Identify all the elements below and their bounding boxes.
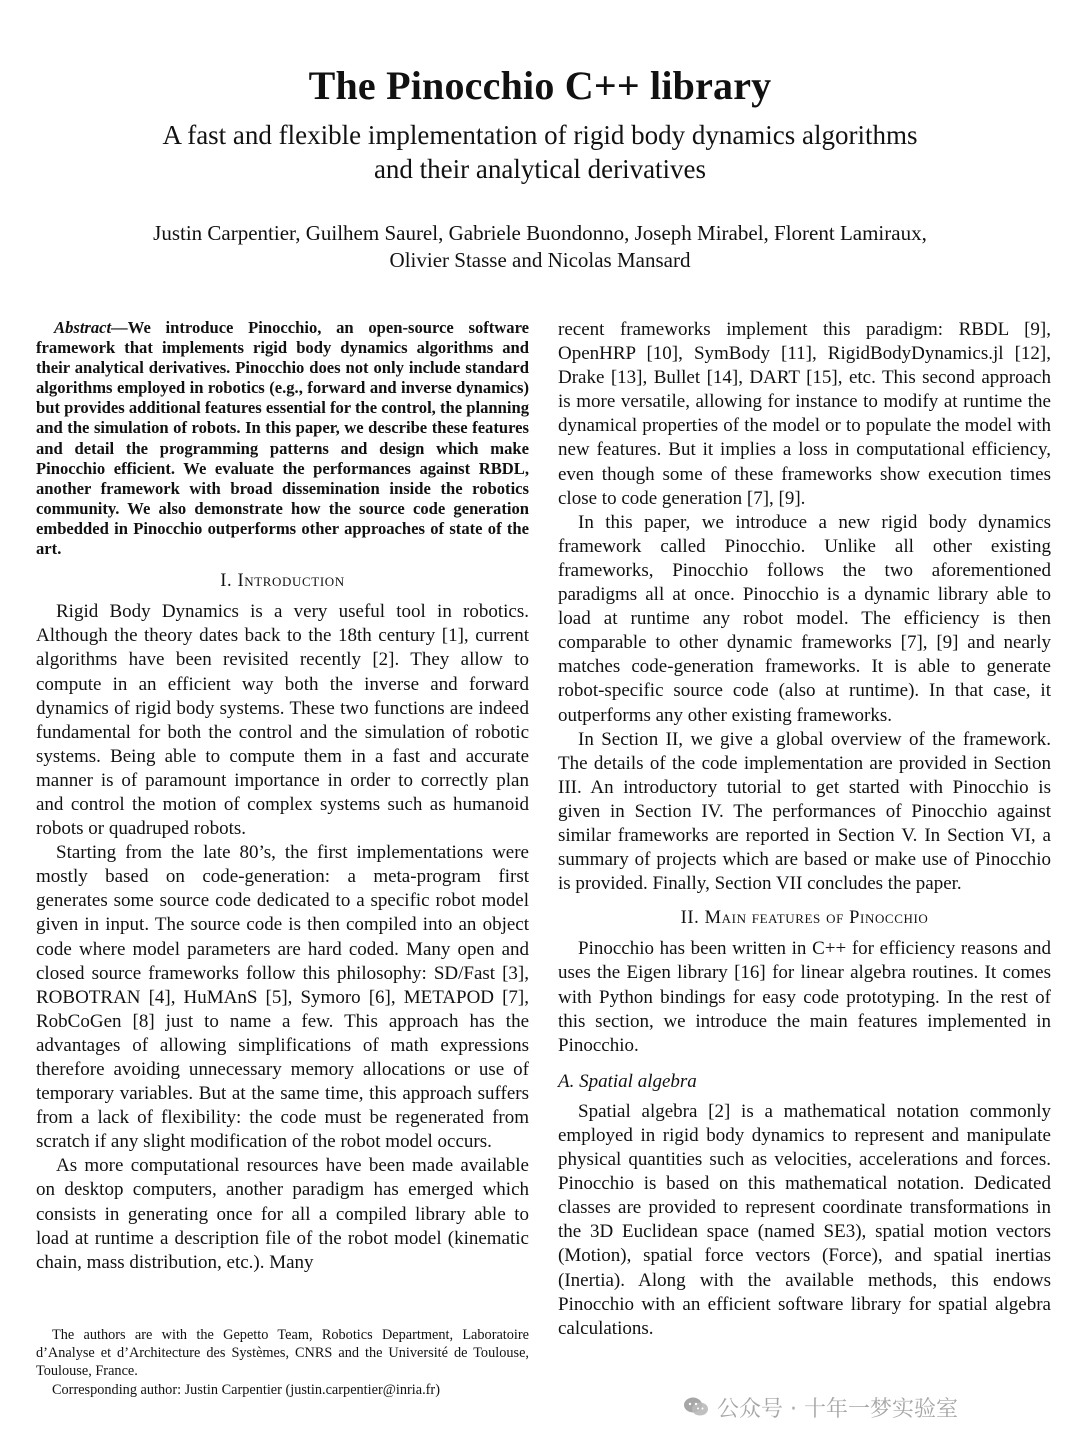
intro-paragraph-3-continued: recent frameworks implement this paradigm: RBDL [9], OpenHRP [10], SymBody [11], RigidBodyDynamics.jl [12], Drake [13], Bullet [14], DART [15], etc. This second approach is more versatile, allowing for instance to modify at runtime the dynamical properties of the model or to populate the model with new features. But it implies a loss in computational efficiency, even though some of these frameworks show execution times close to code generation [7], [9]. [558, 319, 1051, 509]
footnote-affiliation: The authors are with the Gepetto Team, Robotics Department, Laboratoire d’Analyse et d’Architecture des Systèmes, CNRS and the Université de Toulouse, Toulouse, France. [36, 1327, 529, 1380]
authors-line-2: Olivier Stasse and Nicolas Mansard [389, 248, 691, 272]
paper-subtitle [0, 118, 1080, 186]
wechat-icon [683, 1396, 709, 1418]
features-paragraph-1: Pinocchio has been written in C++ for efficiency reasons and uses the Eigen library [16] for linear algebra routines. It comes with Python bindings for easy code prototyping. In the rest of this section, we introduce the main features implemented in Pinocchio. [558, 938, 1051, 1056]
subtitle-line-2: and their analytical derivatives [373, 154, 707, 184]
left-column [36, 318, 529, 1275]
abstract-text: We introduce Pinocchio, an open-source software framework that implements rigid body dynamics algorithms and their analytical derivatives. Pinocchio does not only include standard algorithms employed in robotics (e.g., forward and inverse dynamics) but provides additional features essential for the control, the planning and the simulation of robots. In this paper, we describe these features and detail the programming patterns and design which make Pinocchio efficient. We evaluate the performances against RBDL, another framework with broad dissemination inside the robotics community. We also demonstrate how the source code generation embedded in Pinocchio outperforms other approaches of state of the art. [36, 318, 529, 559]
subtitle-line-1: A fast and flexible implementation of rigid body dynamics algorithms [162, 120, 918, 150]
section-heading-introduction: I. Introduction [220, 571, 345, 592]
intro-paragraph-5: In Section II, we give a global overview of the framework. The details of the code implementation are provided in Section III. An introductory tutorial to get started with Pinocchio is given in Section IV. The performances of Pinocchio against similar frameworks are reported in Section V. In Section VI, a summary of projects which are based or make use of Pinocchio is provided. Finally, Section VII concludes the paper. [558, 728, 1051, 895]
right-column [558, 318, 1051, 1341]
author-list [0, 220, 1080, 274]
spatial-algebra-paragraph: Spatial algebra [2] is a mathematical notation commonly employed in rigid body dynamics to represent and manipulate physical quantities such as velocities, accelerations and forces. Pinocchio is based on this mathematical notation. Dedicated classes are provided to represent coordinate transformations in the 3D Euclidean space (named SE3), spatial motion vectors (Motion), spatial force vectors (Force), and spatial inertias (Inertia). Along with the available methods, this endows Pinocchio with an efficient software library for spatial algebra calculations. [558, 1100, 1051, 1339]
subsection-heading-spatial-algebra: A. Spatial algebra [558, 1070, 697, 1092]
footnote-corresponding: Corresponding author: Justin Carpentier (justin.carpentier@inria.fr) [52, 1381, 440, 1398]
intro-paragraph-1: Rigid Body Dynamics is a very useful tool in robotics. Although the theory dates back to the 18th century [1], current algorithms have been revisited recently [2]. They allow to compute in an efficient way both the inverse and forward dynamics of rigid body systems. These two functions are indeed fundamental for both the control and the simulation of robotic systems. Being able to compute them in a fast and accurate manner is of paramount importance in order to correctly plan and control the motion of complex systems such as humanoid robots or quadruped robots. [36, 601, 529, 840]
authors-line-1: Justin Carpentier, Guilhem Saurel, Gabriele Buondonno, Joseph Mirabel, Florent Lamiraux, [153, 221, 927, 245]
watermark [683, 1392, 958, 1422]
footnote [36, 1326, 529, 1399]
intro-paragraph-2: Starting from the late 80’s, the first implementations were mostly based on code-generation: a meta-program first generates some source code dedicated to a specific robot model given in input. The source code is then compiled into an object code where model parameters are hard coded. Many open and closed source frameworks follow this philosophy: SD/Fast [3], ROBOTRAN [4], HuMAnS [5], Symoro [6], METAPOD [7], RobCoGen [8] just to name a few. This approach has the advantages of allowing simplifications of math expressions therefore avoiding unnecessary memory allocations or use of temporary variables. But at the same time, this approach suffers from a lack of flexibility: the code must be regenerated from scratch if any slight modification of the robot model occurs. [36, 842, 529, 1153]
intro-paragraph-3: As more computational resources have been made available on desktop computers, another paradigm has emerged which consists in generating once for all a compiled library able to load at runtime a description file of the robot model (kinematic chain, mass distribution, etc.). Many [36, 1155, 529, 1273]
abstract-lead: Abstract— [54, 318, 128, 337]
intro-paragraph-4: In this paper, we introduce a new rigid body dynamics framework called Pinocchio. Unlike all other existing frameworks, Pinocchio follows the two aforementioned paradigms all at once. Pinocchio is a dynamic library able to load at runtime any robot model. The efficiency is then comparable to other dynamic frameworks [7], [9] and nearly matches code-generation frameworks. It is able to generate robot-specific source code (also at runtime). In that case, it outperforms any other existing frameworks. [558, 511, 1051, 726]
watermark-text: 公众号 · 十年一梦实验室 [717, 1396, 958, 1422]
paper-title: The Pinocchio C++ library [308, 63, 772, 108]
abstract [36, 318, 529, 559]
section-heading-main-features: II. Main features of Pinocchio [680, 908, 929, 929]
